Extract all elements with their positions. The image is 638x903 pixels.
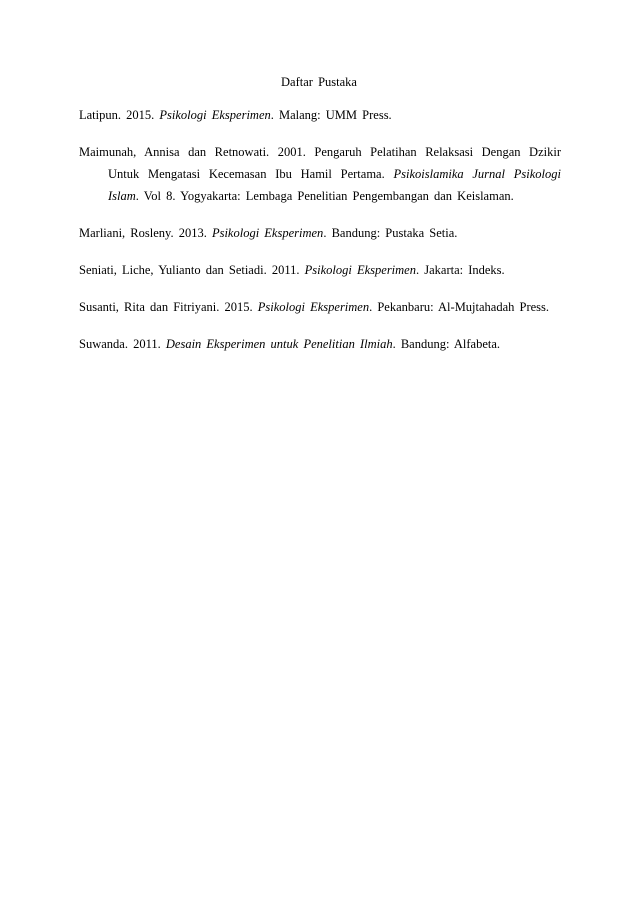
reference-text: Susanti, Rita dan Fitriyani. 2015. xyxy=(79,300,258,314)
reference-publisher: . Bandung: Pustaka Setia. xyxy=(323,226,458,240)
reference-book-title: Psikologi Eksperimen xyxy=(159,108,271,122)
reference-publisher: . Jakarta: Indeks. xyxy=(415,263,505,277)
reference-book-title: Psikologi Eksperimen xyxy=(257,300,370,314)
reference-book-title: Psikologi Eksperimen xyxy=(211,226,324,240)
reference-publisher: . Malang: UMM Press. xyxy=(270,108,392,122)
reference-marliani xyxy=(79,222,561,244)
reference-book-title: Desain Eksperimen untuk Penelitian Ilmiah xyxy=(165,337,393,351)
reference-journal-title: Psikoislamika Jurnal Psikologi Islam xyxy=(108,167,561,203)
reference-text: Suwanda. 2011. xyxy=(79,337,166,351)
reference-text: Marliani, Rosleny. 2013. xyxy=(79,226,212,240)
reference-seniati xyxy=(79,259,561,281)
reference-publisher: . Vol 8. Yogyakarta: Lembaga Penelitian Pengembangan dan Keislaman. xyxy=(135,189,514,203)
reference-publisher: . Bandung: Alfabeta. xyxy=(392,337,501,351)
reference-publisher: . Pekanbaru: Al-Mujtahadah Press. xyxy=(369,300,550,314)
reference-list xyxy=(79,104,561,370)
reference-text: Seniati, Liche, Yulianto dan Setiadi. 2011. xyxy=(79,263,305,277)
reference-suwanda xyxy=(79,333,561,355)
reference-susanti xyxy=(79,296,561,318)
reference-maimunah xyxy=(79,141,561,207)
page-title: Daftar Pustaka xyxy=(281,75,357,89)
reference-text: Latipun. 2015. xyxy=(79,108,160,122)
reference-text: Maimunah, Annisa dan Retnowati. 2001. Pengaruh Pelatihan Relaksasi Dengan Dzikir Untuk Mengatasi Kecemasan Ibu Hamil Pertama. xyxy=(79,145,561,181)
reference-latipun xyxy=(79,104,561,126)
reference-book-title: Psikologi Eksperimen xyxy=(304,263,416,277)
